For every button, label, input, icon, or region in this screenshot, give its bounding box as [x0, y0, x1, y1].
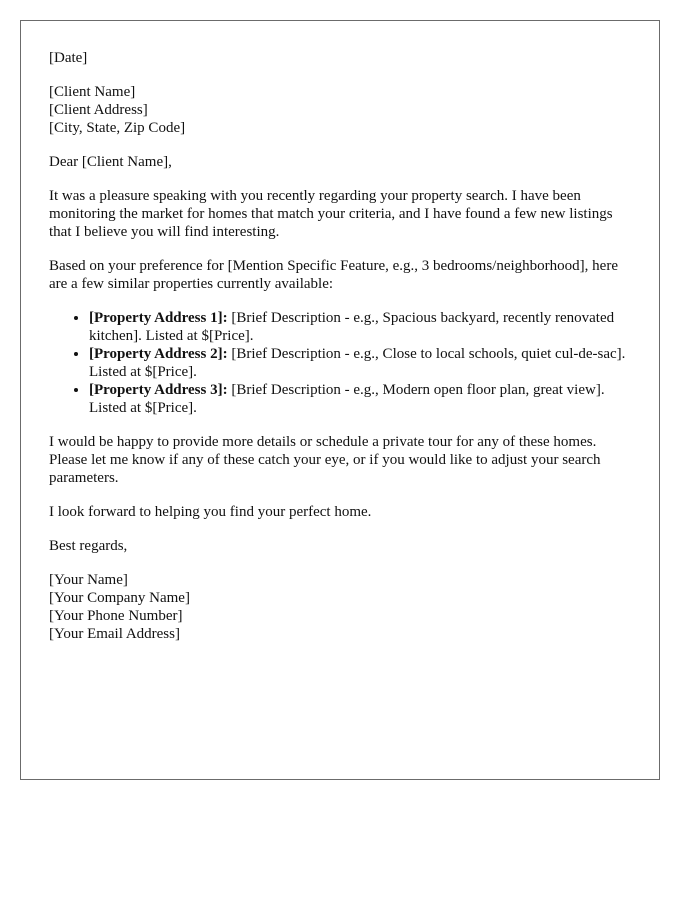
sender-phone: [Your Phone Number] — [49, 608, 183, 624]
letter-date: [Date] — [49, 50, 88, 66]
property-list-item — [89, 345, 631, 381]
sender-block — [49, 571, 631, 643]
intro-paragraph: It was a pleasure speaking with you recently regarding your property search. I have been monitoring the market for homes that match your criteria, and I have found a few new listings that I believe you will find interesting. — [49, 188, 613, 240]
property-list-item — [89, 309, 631, 345]
property-address: [Property Address 2]: — [89, 346, 228, 362]
preference-paragraph: Based on your preference for [Mention Specific Feature, e.g., 3 bedrooms/neighborhood], here are a few similar properties currently available: — [49, 258, 618, 292]
closing-line: I look forward to helping you find your perfect home. — [49, 504, 372, 520]
sender-email: [Your Email Address] — [49, 626, 180, 642]
recipient-address: [Client Address] — [49, 102, 148, 118]
property-list-item — [89, 381, 631, 417]
recipient-name: [Client Name] — [49, 84, 136, 100]
property-description: [Brief Description - e.g., Spacious backyard, recently renovated kitchen]. Listed at $[Price]. — [89, 310, 615, 344]
property-description: [Brief Description - e.g., Close to local schools, quiet cul-de-sac]. Listed at $[Price]. — [89, 346, 626, 380]
property-address: [Property Address 3]: — [89, 382, 228, 398]
property-address: [Property Address 1]: — [89, 310, 228, 326]
property-description: [Brief Description - e.g., Modern open floor plan, great view]. Listed at $[Price]. — [89, 382, 605, 416]
offer-paragraph: I would be happy to provide more details or schedule a private tour for any of these homes. Please let me know if any of these catch your eye, or if you would like to adjust your search parameters. — [49, 434, 601, 486]
recipient-block — [49, 83, 631, 137]
salutation: Dear [Client Name], — [49, 154, 172, 170]
recipient-city-state-zip: [City, State, Zip Code] — [49, 120, 186, 136]
letter-page — [20, 20, 660, 780]
sender-company: [Your Company Name] — [49, 590, 190, 606]
property-list — [49, 309, 631, 417]
sender-name: [Your Name] — [49, 572, 128, 588]
sign-off: Best regards, — [49, 538, 128, 554]
